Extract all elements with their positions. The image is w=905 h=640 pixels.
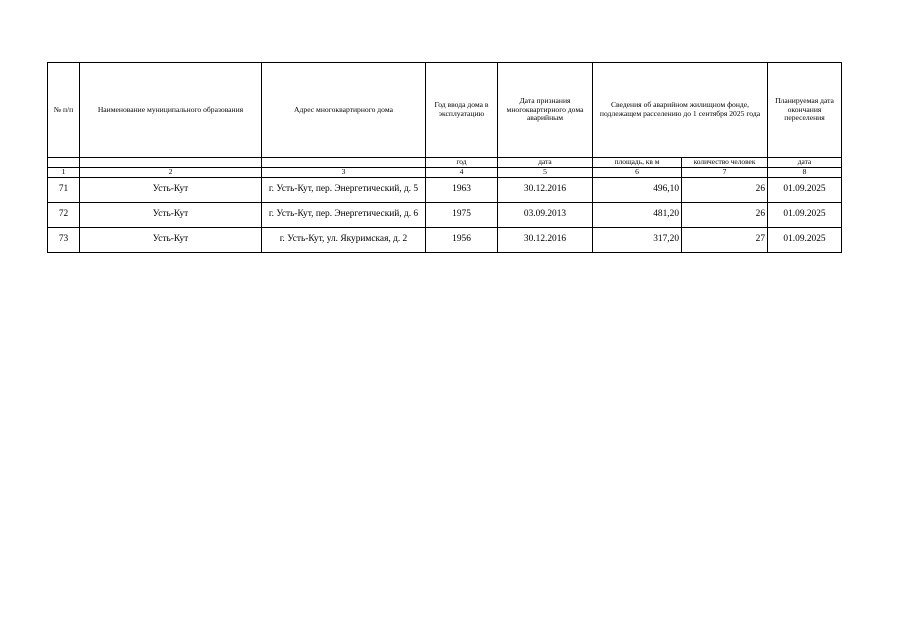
subheader-date: дата (498, 158, 593, 168)
cell-municipality: Усть-Кут (80, 202, 262, 227)
cell-date: 30.12.2016 (498, 177, 593, 202)
cell-area: 317,20 (593, 227, 682, 252)
cell-people: 26 (682, 202, 768, 227)
cell-year: 1956 (426, 227, 498, 252)
subheader-empty-2 (80, 158, 262, 168)
header-address: Адрес многоквартирного дома (262, 63, 426, 158)
subheader-people: количество человек (682, 158, 768, 168)
column-number-row (48, 168, 842, 178)
table-row (48, 202, 842, 227)
cell-year: 1975 (426, 202, 498, 227)
column-number: 8 (768, 168, 842, 178)
cell-planned: 01.09.2025 (768, 202, 842, 227)
cell-municipality: Усть-Кут (80, 177, 262, 202)
subheader-date2: дата (768, 158, 842, 168)
cell-date: 03.09.2013 (498, 202, 593, 227)
cell-people: 26 (682, 177, 768, 202)
cell-num: 73 (48, 227, 80, 252)
column-number: 5 (498, 168, 593, 178)
column-number: 2 (80, 168, 262, 178)
header-emergency-date: Дата признания многоквартирного дома аварийным (498, 63, 593, 158)
subheader-empty-3 (262, 158, 426, 168)
column-number: 4 (426, 168, 498, 178)
table-row (48, 227, 842, 252)
column-number: 7 (682, 168, 768, 178)
cell-people: 27 (682, 227, 768, 252)
header-planned-end: Планируемая дата окончания переселения (768, 63, 842, 158)
column-number: 1 (48, 168, 80, 178)
cell-address: г. Усть-Кут, пер. Энергетический, д. 5 (262, 177, 426, 202)
table-header-row (48, 63, 842, 158)
subheader-area: площадь, кв м (593, 158, 682, 168)
relocation-table (47, 62, 842, 253)
cell-municipality: Усть-Кут (80, 227, 262, 252)
cell-address: г. Усть-Кут, ул. Якуримская, д. 2 (262, 227, 426, 252)
table-row (48, 177, 842, 202)
subheader-year: год (426, 158, 498, 168)
cell-date: 30.12.2016 (498, 227, 593, 252)
header-municipality: Наименование муниципального образования (80, 63, 262, 158)
cell-planned: 01.09.2025 (768, 177, 842, 202)
cell-num: 71 (48, 177, 80, 202)
column-number: 6 (593, 168, 682, 178)
column-number: 3 (262, 168, 426, 178)
table-subheader-row (48, 158, 842, 168)
cell-area: 496,10 (593, 177, 682, 202)
header-num: № п/п (48, 63, 80, 158)
cell-num: 72 (48, 202, 80, 227)
cell-planned: 01.09.2025 (768, 227, 842, 252)
cell-year: 1963 (426, 177, 498, 202)
header-fund-info: Сведения об аварийном жилищном фонде, подлежащем расселению до 1 сентября 2025 года (593, 63, 768, 158)
header-year-built: Год ввода дома в эксплуатацию (426, 63, 498, 158)
cell-address: г. Усть-Кут, пер. Энергетический, д. 6 (262, 202, 426, 227)
cell-area: 481,20 (593, 202, 682, 227)
subheader-empty-1 (48, 158, 80, 168)
